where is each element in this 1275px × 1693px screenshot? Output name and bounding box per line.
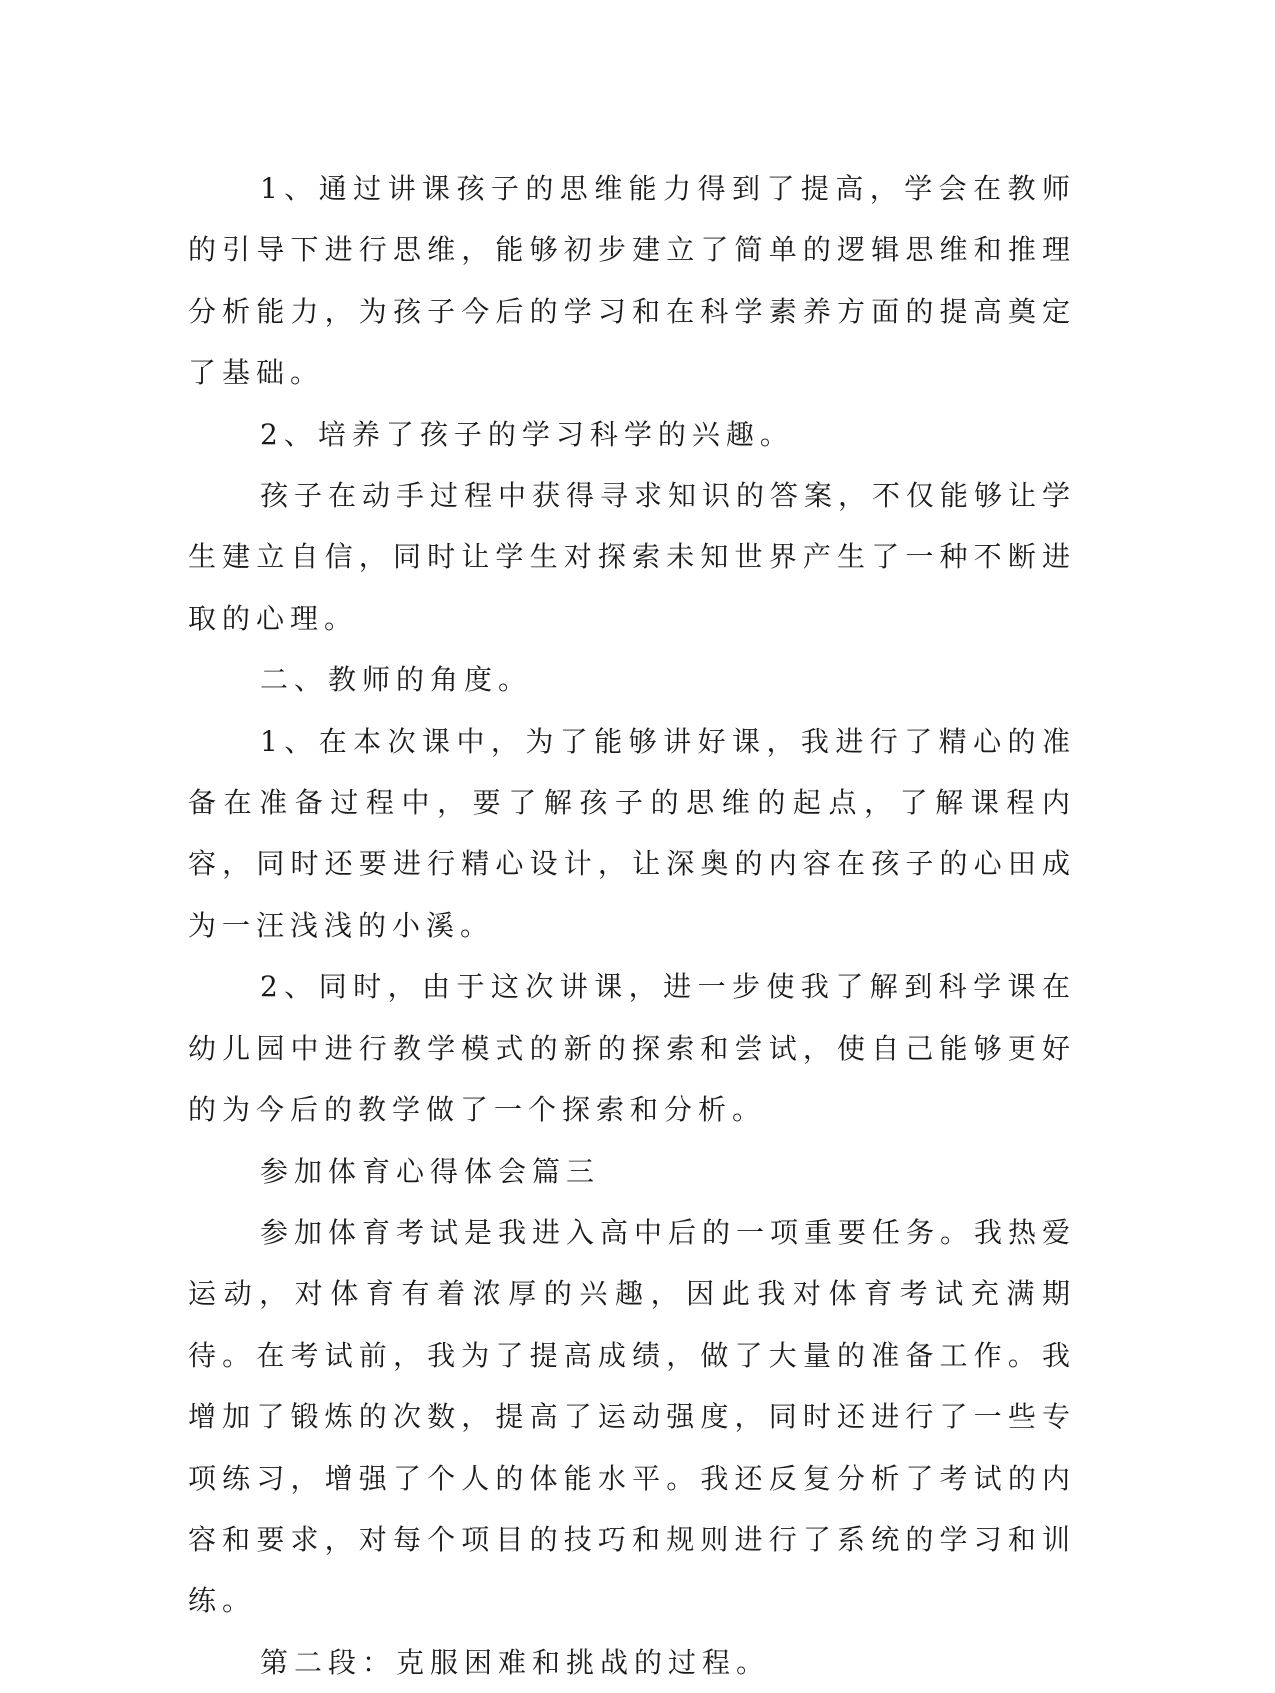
section-heading-second: 第二段：克服困难和挑战的过程。 (260, 1645, 771, 1679)
paragraph-hands-on: 孩子在动手过程中获得寻求知识的答案，不仅能够让学生建立自信，同时让学生对探索未知世界产生了一种不断进取的心理。 (188, 479, 1077, 635)
document-body (188, 158, 1076, 1693)
paragraph-lesson-preparation: 1、在本次课中，为了能够讲好课，我进行了精心的准备在准备过程中，要了解孩子的思维的起点，了解课程内容，同时还要进行精心设计，让深奥的内容在孩子的心田成为一汪浅浅的小溪。 (188, 724, 1076, 942)
paragraph-thinking-ability: 1、通过讲课孩子的思维能力得到了提高，学会在教师的引导下进行思维，能够初步建立了简单的逻辑思维和推理分析能力，为孩子今后的学习和在科学素养方面的提高奠定了基础。 (188, 172, 1076, 390)
article-title: 参加体育心得体会篇三 (260, 1154, 601, 1188)
paragraph-pe-exam: 参加体育考试是我进入高中后的一项重要任务。我热爱运动，对体育有着浓厚的兴趣，因此我对体育考试充满期待。在考试前，我为了提高成绩，做了大量的准备工作。我增加了锻炼的次数，提高了运动强度，同时还进行了一些专项练习，增强了个人的体能水平。我还反复分析了考试的内容和要求，对每个项目的技巧和规则进行了系统的学习和训练。 (188, 1215, 1077, 1618)
paragraph-science-interest: 2、培养了孩子的学习科学的兴趣。 (260, 417, 794, 451)
paragraph-teaching-exploration: 2、同时，由于这次讲课，进一步使我了解到科学课在幼儿园中进行教学模式的新的探索和尝试，使自己能够更好的为今后的教学做了一个探索和分析。 (188, 970, 1076, 1127)
section-heading-teacher-perspective: 二、教师的角度。 (260, 663, 533, 697)
